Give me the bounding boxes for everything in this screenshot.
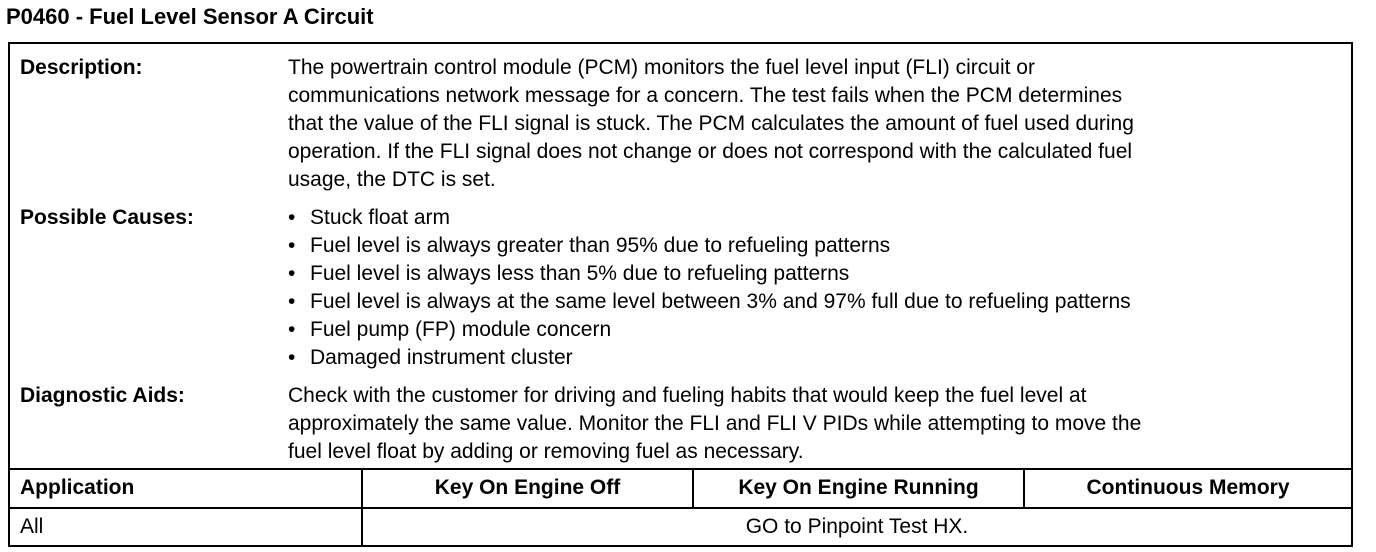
description-line: The powertrain control module (PCM) monitors the fuel level input (FLI) circuit or	[288, 56, 1035, 79]
description-line: that the value of the FLI signal is stuck. The PCM calculates the amount of fuel used during	[288, 112, 1134, 135]
cause-item: • Fuel pump (FP) module concern	[288, 316, 1343, 344]
column-header-key-on-engine-running: Key On Engine Running	[693, 469, 1024, 508]
description-label: Description:	[20, 56, 143, 79]
cause-item: • Fuel level is always less than 5% due to refueling patterns	[288, 260, 1343, 288]
cause-item: • Fuel level is always greater than 95% due to refueling patterns	[288, 232, 1343, 260]
dtc-info-box	[8, 42, 1353, 547]
diagnostic-aids-label: Diagnostic Aids:	[20, 384, 185, 407]
dtc-details-section	[10, 44, 1351, 468]
possible-causes-list	[288, 204, 1343, 372]
application-table	[10, 468, 1351, 545]
column-header-application: Application	[10, 469, 362, 508]
column-header-continuous-memory: Continuous Memory	[1024, 469, 1351, 508]
cause-item: • Stuck float arm	[288, 204, 1343, 232]
table-row	[10, 508, 1351, 546]
cause-item: • Damaged instrument cluster	[288, 344, 1343, 372]
possible-causes-body	[288, 204, 1343, 372]
description-line: operation. If the FLI signal does not change or does not correspond with the calculated fuel	[288, 140, 1133, 163]
table-header-row	[10, 469, 1351, 508]
diagnostic-aids-line: fuel level float by adding or removing fuel as necessary.	[288, 440, 804, 463]
diagnostic-aids-line: Check with the customer for driving and fueling habits that would keep the fuel level at	[288, 384, 1087, 407]
description-line: usage, the DTC is set.	[288, 168, 496, 191]
pinpoint-test-cell: GO to Pinpoint Test HX.	[362, 508, 1351, 546]
diagnostic-aids-line: approximately the same value. Monitor the FLI and FLI V PIDs while attempting to move the	[288, 412, 1142, 435]
cause-item: • Fuel level is always at the same level between 3% and 97% full due to refueling patterns	[288, 288, 1343, 316]
possible-causes-label: Possible Causes:	[20, 206, 194, 229]
page-title: P0460 - Fuel Level Sensor A Circuit	[6, 4, 374, 29]
description-line: communications network message for a concern. The test fails when the PCM determines	[288, 84, 1123, 107]
application-cell: All	[10, 508, 362, 546]
diagnostic-aids-text	[288, 382, 1343, 466]
column-header-key-on-engine-off: Key On Engine Off	[362, 469, 693, 508]
description-text	[288, 54, 1343, 194]
